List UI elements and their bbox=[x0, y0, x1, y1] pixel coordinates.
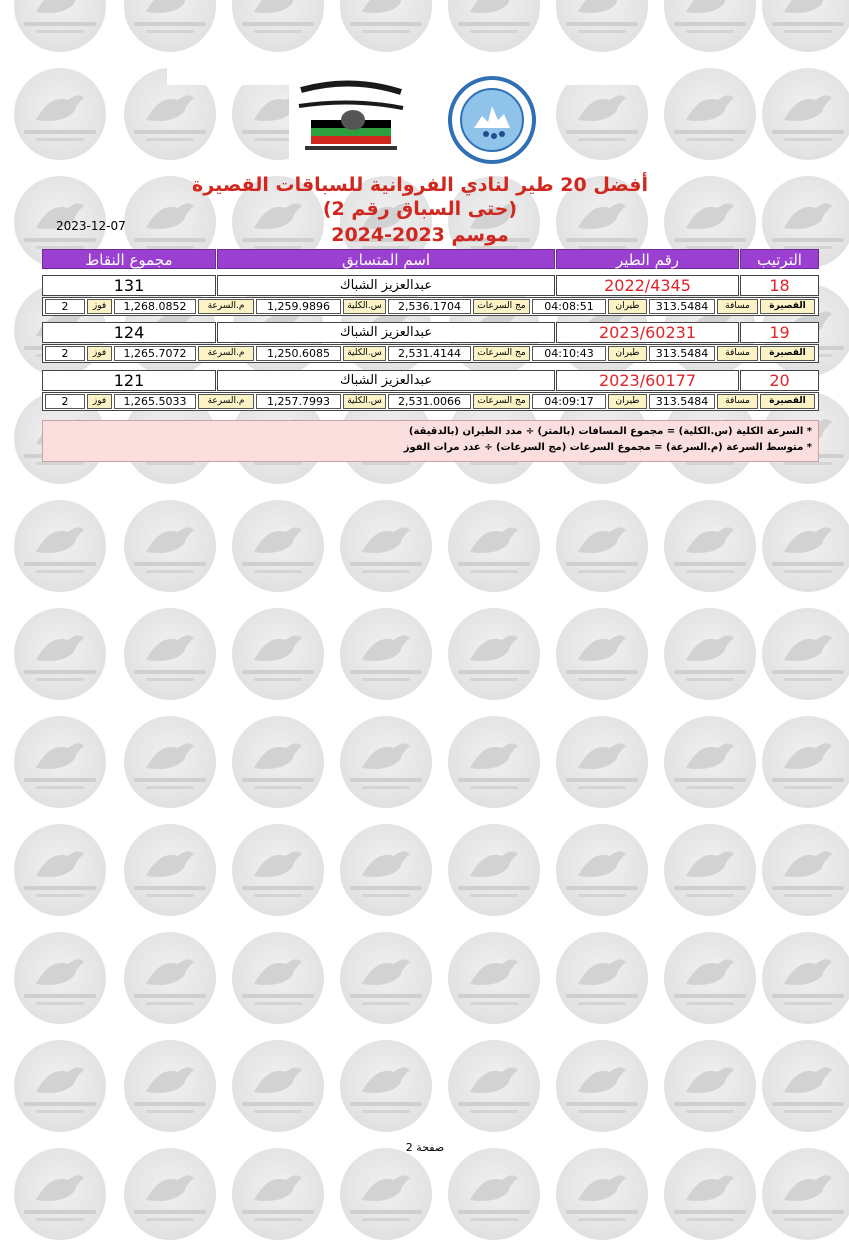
watermark-coin-icon bbox=[664, 932, 756, 1024]
distance-label: مسافة bbox=[717, 299, 758, 314]
watermark-coin-icon bbox=[340, 1148, 432, 1240]
watermark-coin-icon bbox=[124, 1148, 216, 1240]
watermark-coin-icon bbox=[448, 608, 540, 700]
avg-speed-value: 1,265.7072 bbox=[114, 346, 196, 361]
watermark-coin-icon bbox=[762, 1040, 849, 1132]
distance-value: 313.5484 bbox=[649, 299, 715, 314]
watermark-coin-icon bbox=[232, 716, 324, 808]
report-title: أفضل 20 طير لنادي الفروانية للسباقات القصيرة bbox=[192, 174, 648, 196]
flight-label: طيران bbox=[608, 394, 647, 409]
record-contestant-name: عبدالعزيز الشباك bbox=[217, 322, 555, 343]
header-logos bbox=[289, 68, 547, 170]
watermark-coin-icon bbox=[340, 500, 432, 592]
watermark-coin-icon bbox=[232, 824, 324, 916]
watermark-coin-icon bbox=[124, 500, 216, 592]
distance-label: مسافة bbox=[717, 346, 758, 361]
record-rank: 18 bbox=[740, 275, 819, 296]
watermark-coin-icon bbox=[232, 0, 324, 52]
speed-sum-value: 2,536.1704 bbox=[388, 299, 471, 314]
speed-sum-label: مج السرعات bbox=[473, 346, 530, 361]
watermark-coin-icon bbox=[448, 0, 540, 52]
watermark-coin-icon bbox=[448, 932, 540, 1024]
watermark-coin-icon bbox=[762, 0, 849, 52]
watermark-coin-icon bbox=[340, 1040, 432, 1132]
watermark-coin-icon bbox=[448, 1148, 540, 1240]
watermark-coin-icon bbox=[556, 932, 648, 1024]
watermark-coin-icon bbox=[232, 1040, 324, 1132]
watermark-coin-icon bbox=[340, 932, 432, 1024]
record-row bbox=[42, 370, 819, 391]
total-speed-value: 1,250.6085 bbox=[256, 346, 341, 361]
watermark-coin-icon bbox=[762, 608, 849, 700]
watermark-coin-icon bbox=[448, 1040, 540, 1132]
federation-logo-icon bbox=[448, 76, 536, 164]
avg-speed-label: م.السرعة bbox=[198, 299, 254, 314]
total-speed-label: س.الكلية bbox=[343, 394, 386, 409]
watermark-coin-icon bbox=[340, 608, 432, 700]
watermark-coin-icon bbox=[124, 608, 216, 700]
watermark-coin-icon bbox=[664, 824, 756, 916]
club-logo-icon bbox=[291, 80, 411, 158]
column-header-bird: رقم الطير bbox=[556, 249, 739, 269]
total-speed-label: س.الكلية bbox=[343, 299, 386, 314]
avg-speed-label: م.السرعة bbox=[198, 346, 254, 361]
record-bird-number: 2023/60231 bbox=[556, 322, 739, 343]
page-number: صفحة 2 bbox=[405, 1141, 445, 1154]
watermark-coin-icon bbox=[556, 716, 648, 808]
watermark-coin-icon bbox=[124, 1040, 216, 1132]
flight-label: طيران bbox=[608, 299, 647, 314]
season-title: موسم 2023-2024 bbox=[331, 224, 509, 246]
watermark-coin-icon bbox=[124, 716, 216, 808]
report-subtitle: (حتى السباق رقم 2) bbox=[322, 198, 518, 220]
watermark-coin-icon bbox=[664, 716, 756, 808]
watermark-coin-icon bbox=[232, 608, 324, 700]
distance-label: مسافة bbox=[717, 394, 758, 409]
watermark-coin-icon bbox=[448, 824, 540, 916]
avg-speed-label: م.السرعة bbox=[198, 394, 254, 409]
watermark-coin-icon bbox=[340, 716, 432, 808]
watermark-coin-icon bbox=[556, 824, 648, 916]
total-speed-label: س.الكلية bbox=[343, 346, 386, 361]
record-details-row bbox=[42, 344, 819, 363]
record-points: 121 bbox=[42, 370, 216, 391]
record-details-row bbox=[42, 297, 819, 316]
speed-sum-label: مج السرعات bbox=[473, 299, 530, 314]
watermark-coin-icon bbox=[664, 68, 756, 160]
watermark-coin-icon bbox=[448, 500, 540, 592]
watermark-coin-icon bbox=[762, 1148, 849, 1240]
watermark-coin-icon bbox=[556, 500, 648, 592]
watermark-coin-icon bbox=[14, 1040, 106, 1132]
record-contestant-name: عبدالعزيز الشباك bbox=[217, 370, 555, 391]
speed-sum-label: مج السرعات bbox=[473, 394, 530, 409]
avg-speed-value: 1,265.5033 bbox=[114, 394, 196, 409]
watermark-coin-icon bbox=[762, 932, 849, 1024]
avg-speed-value: 1,268.0852 bbox=[114, 299, 196, 314]
wins-label: فوز bbox=[87, 299, 112, 314]
notes-box bbox=[42, 420, 819, 462]
total-speed-value: 1,257.7993 bbox=[256, 394, 341, 409]
watermark-coin-icon bbox=[14, 932, 106, 1024]
watermark-coin-icon bbox=[762, 824, 849, 916]
total-speed-value: 1,259.9896 bbox=[256, 299, 341, 314]
flight-time-value: 04:08:51 bbox=[532, 299, 606, 314]
column-header-rank: الترتيب bbox=[740, 249, 819, 269]
watermark-coin-icon bbox=[340, 0, 432, 52]
watermark-coin-icon bbox=[14, 68, 106, 160]
wins-label: فوز bbox=[87, 394, 112, 409]
speed-sum-value: 2,531.4144 bbox=[388, 346, 471, 361]
watermark-coin-icon bbox=[340, 824, 432, 916]
watermark-coin-icon bbox=[124, 0, 216, 52]
wins-value: 2 bbox=[45, 394, 85, 409]
flight-time-value: 04:09:17 bbox=[532, 394, 606, 409]
record-rank: 20 bbox=[740, 370, 819, 391]
record-rank: 19 bbox=[740, 322, 819, 343]
watermark-coin-icon bbox=[124, 932, 216, 1024]
wins-label: فوز bbox=[87, 346, 112, 361]
wins-value: 2 bbox=[45, 299, 85, 314]
record-points: 131 bbox=[42, 275, 216, 296]
race-type-label: القصيرة bbox=[760, 394, 815, 409]
record-bird-number: 2023/60177 bbox=[556, 370, 739, 391]
distance-value: 313.5484 bbox=[649, 394, 715, 409]
watermark-coin-icon bbox=[762, 68, 849, 160]
distance-value: 313.5484 bbox=[649, 346, 715, 361]
record-row bbox=[42, 275, 819, 296]
record-row bbox=[42, 322, 819, 343]
watermark-coin-icon bbox=[664, 1040, 756, 1132]
watermark-coin-icon bbox=[448, 716, 540, 808]
record-details-row bbox=[42, 392, 819, 411]
speed-sum-value: 2,531.0066 bbox=[388, 394, 471, 409]
flight-label: طيران bbox=[608, 346, 647, 361]
record-bird-number: 2022/4345 bbox=[556, 275, 739, 296]
note-average-speed: * متوسط السرعة (م.السرعة) = مجموع السرعات (مج السرعات) ÷ عدد مرات الفوز bbox=[403, 442, 812, 453]
watermark-coin-icon bbox=[14, 0, 106, 52]
flight-time-value: 04:10:43 bbox=[532, 346, 606, 361]
race-type-label: القصيرة bbox=[760, 346, 815, 361]
watermark-coin-icon bbox=[762, 500, 849, 592]
watermark-coin-icon bbox=[232, 1148, 324, 1240]
watermark-coin-icon bbox=[14, 608, 106, 700]
watermark-coin-icon bbox=[762, 716, 849, 808]
wins-value: 2 bbox=[45, 346, 85, 361]
watermark-coin-icon bbox=[556, 1148, 648, 1240]
report-date: 2023-12-07 bbox=[56, 219, 126, 233]
watermark-coin-icon bbox=[14, 1148, 106, 1240]
race-type-label: القصيرة bbox=[760, 299, 815, 314]
watermark-coin-icon bbox=[14, 716, 106, 808]
record-points: 124 bbox=[42, 322, 216, 343]
note-total-speed: * السرعة الكلية (س.الكلية) = مجموع المسافات (بالمتر) ÷ مدد الطيران (بالدقيقة) bbox=[408, 426, 812, 437]
watermark-coin-icon bbox=[664, 608, 756, 700]
watermark-coin-icon bbox=[14, 500, 106, 592]
watermark-coin-icon bbox=[664, 0, 756, 52]
watermark-coin-icon bbox=[664, 500, 756, 592]
watermark-coin-icon bbox=[14, 824, 106, 916]
watermark-coin-icon bbox=[232, 932, 324, 1024]
watermark-coin-icon bbox=[124, 824, 216, 916]
watermark-coin-icon bbox=[556, 608, 648, 700]
column-header-points: مجموع النقاط bbox=[42, 249, 216, 269]
watermark-coin-icon bbox=[664, 1148, 756, 1240]
record-contestant-name: عبدالعزيز الشباك bbox=[217, 275, 555, 296]
watermark-coin-icon bbox=[556, 0, 648, 52]
column-header-contestant: اسم المتسابق bbox=[217, 249, 555, 269]
watermark-coin-icon bbox=[556, 1040, 648, 1132]
watermark-coin-icon bbox=[232, 500, 324, 592]
